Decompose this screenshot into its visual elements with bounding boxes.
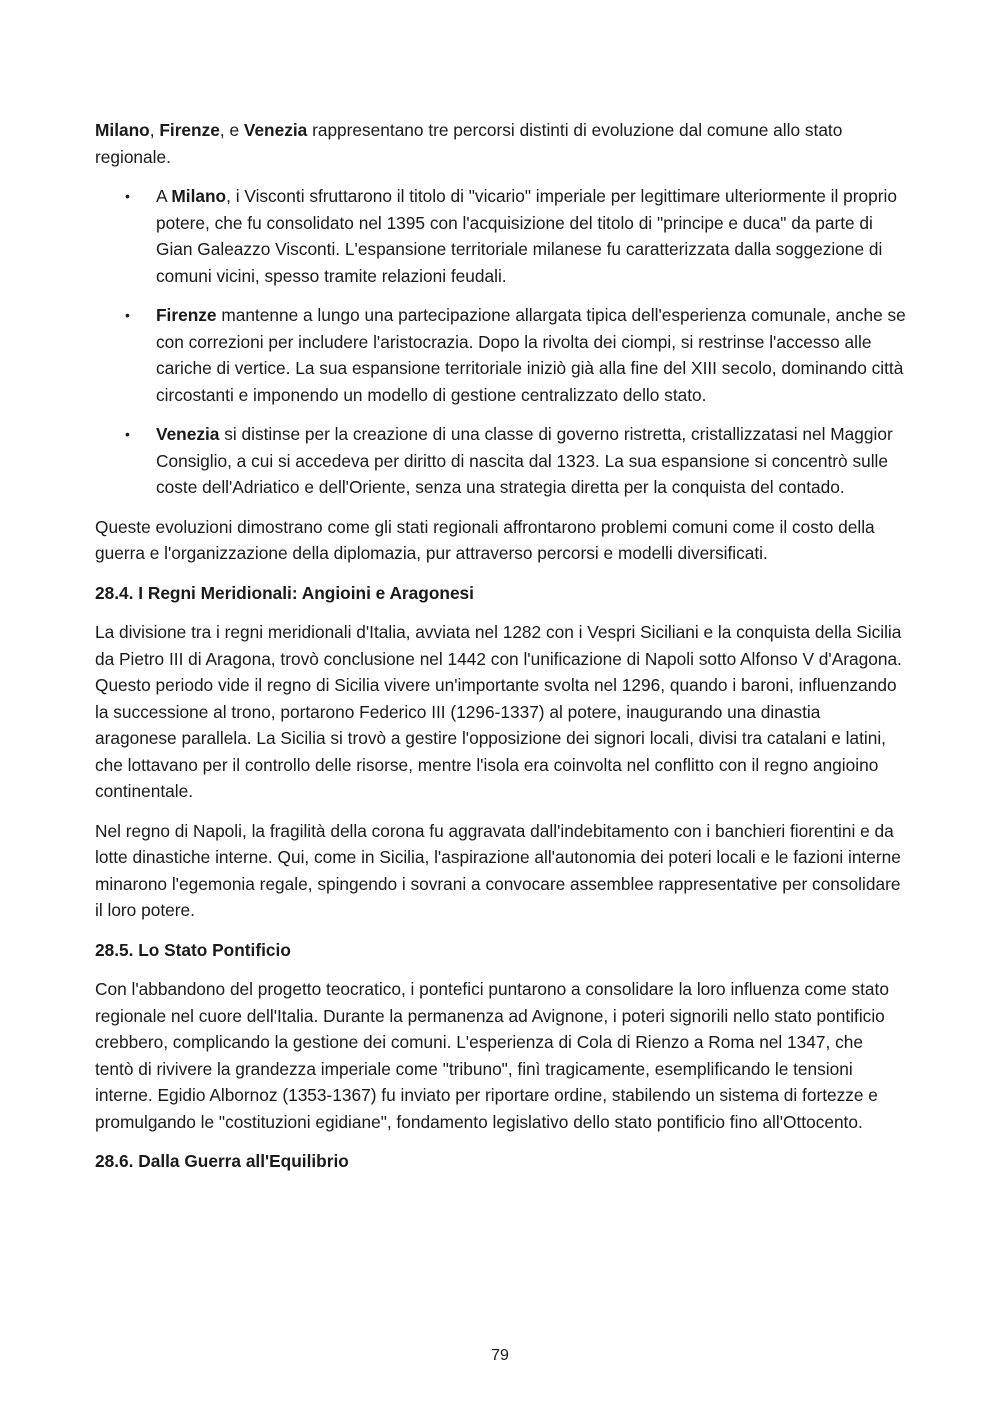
list-item-bold: Milano: [171, 186, 227, 206]
list-item-text: , i Visconti sfruttarono il titolo di "vicario" imperiale per legittimare ulteriormente il proprio potere, che fu consolidato nel 1395 con l'acquisizione del titolo di "principe e duca" da parte di Gian Galeazzo Visconti. L'espansione territoriale milanese fu caratterizzata dalla soggezione di comuni vicini, spesso tramite relazioni feudali.: [156, 186, 897, 286]
bullet-icon: •: [125, 426, 130, 442]
list-item-text: mantenne a lungo una partecipazione allargata tipica dell'esperienza comunale, anche se con correzioni per includere l'aristocrazia. Dopo la rivolta dei ciompi, si restrinse l'accesso alle cariche di vertice. La sua espansione territoriale iniziò già alla fine del XIII secolo, dominando città circostanti e imponendo un modello di gestione centralizzato dello stato.: [156, 305, 906, 405]
list-item-bold: Venezia: [156, 424, 220, 444]
city-list: [95, 183, 906, 501]
section-heading-28-6: 28.6. Dalla Guerra all'Equilibrio: [95, 1151, 349, 1171]
list-item-venezia: [95, 421, 906, 501]
intro-firenze: Firenze: [159, 120, 220, 140]
list-item-firenze: [95, 302, 906, 408]
intro-milano: Milano: [95, 120, 150, 140]
section-28-4-paragraph-1: La divisione tra i regni meridionali d'Italia, avviata nel 1282 con i Vespri Siciliani e la conquista della Sicilia da Pietro III di Aragona, trovò conclusione nel 1442 con l'unificazione di Napoli sotto Alfonso V d'Aragona. Questo periodo vide il regno di Sicilia vivere un'importante svolta nel 1296, quando i baroni, influenzando la successione al trono, portarono Federico III (1296-1337) al potere, inaugurando una dinastia aragonese parallela. La Sicilia si trovò a gestire l'opposizione dei signori locali, divisi tra catalani e latini, che lottavano per il controllo delle risorse, mentre l'isola era coinvolta nel conflitto con il regno angioino continentale.: [95, 622, 902, 801]
list-item-prefix: A: [156, 186, 172, 206]
intro-sep-1: ,: [149, 120, 160, 140]
intro-text: rappresentano tre percorsi distinti di evoluzione dal comune allo stato regionale.: [95, 120, 843, 167]
list-item-text: si distinse per la creazione di una classe di governo ristretta, cristallizzatasi nel Maggior Consiglio, a cui si accedeva per diritto di nascita dal 1323. La sua espansione si concentrò sulle coste dell'Adriatico e dell'Oriente, senza una strategia diretta per la conquista del contado.: [156, 424, 893, 497]
intro-venezia: Venezia: [243, 120, 308, 140]
intro-paragraph: [95, 117, 906, 170]
conclusion-paragraph: Queste evoluzioni dimostrano come gli stati regionali affrontarono problemi comuni come il costo della guerra e l'organizzazione della diplomazia, pur attraverso percorsi e modelli diversificati.: [95, 516, 875, 563]
list-item-milano: [95, 183, 906, 289]
section-28-4-paragraph-2: Nel regno di Napoli, la fragilità della corona fu aggravata dall'indebitamento con i banchieri fiorentini e da lotte dinastiche interne. Qui, come in Sicilia, l'aspirazione all'autonomia dei poteri locali e le fazioni interne minarono l'egemonia regale, spingendo i sovrani a convocare assemblee rappresentative per consolidare il loro potere.: [95, 820, 901, 920]
section-28-5-paragraph-1: Con l'abbandono del progetto teocratico, i pontefici puntarono a consolidare la loro influenza come stato regionale nel cuore dell'Italia. Durante la permanenza ad Avignone, i poteri signorili nello stato pontificio crebbero, complicando la gestione dei comuni. L'esperienza di Cola di Rienzo a Roma nel 1347, che tentò di rivivere la grandezza imperiale come "tribuno", finì tragicamente, esemplificando le tensioni interne. Egidio Albornoz (1353-1367) fu inviato per riportare ordine, stabilendo un sistema di fortezze e promulgando le "costituzioni egidiane", fondamento legislativo dello stato pontificio fino all'Ottocento.: [95, 979, 889, 1132]
bullet-icon: •: [125, 307, 130, 323]
list-item-bold: Firenze: [156, 305, 217, 325]
intro-sep-2: , e: [219, 120, 244, 140]
section-heading-28-4: 28.4. I Regni Meridionali: Angioini e Aragonesi: [95, 582, 474, 603]
page-number: 79: [491, 1347, 509, 1364]
section-heading-28-5: 28.5. Lo Stato Pontificio: [95, 939, 291, 960]
bullet-icon: •: [125, 188, 130, 204]
